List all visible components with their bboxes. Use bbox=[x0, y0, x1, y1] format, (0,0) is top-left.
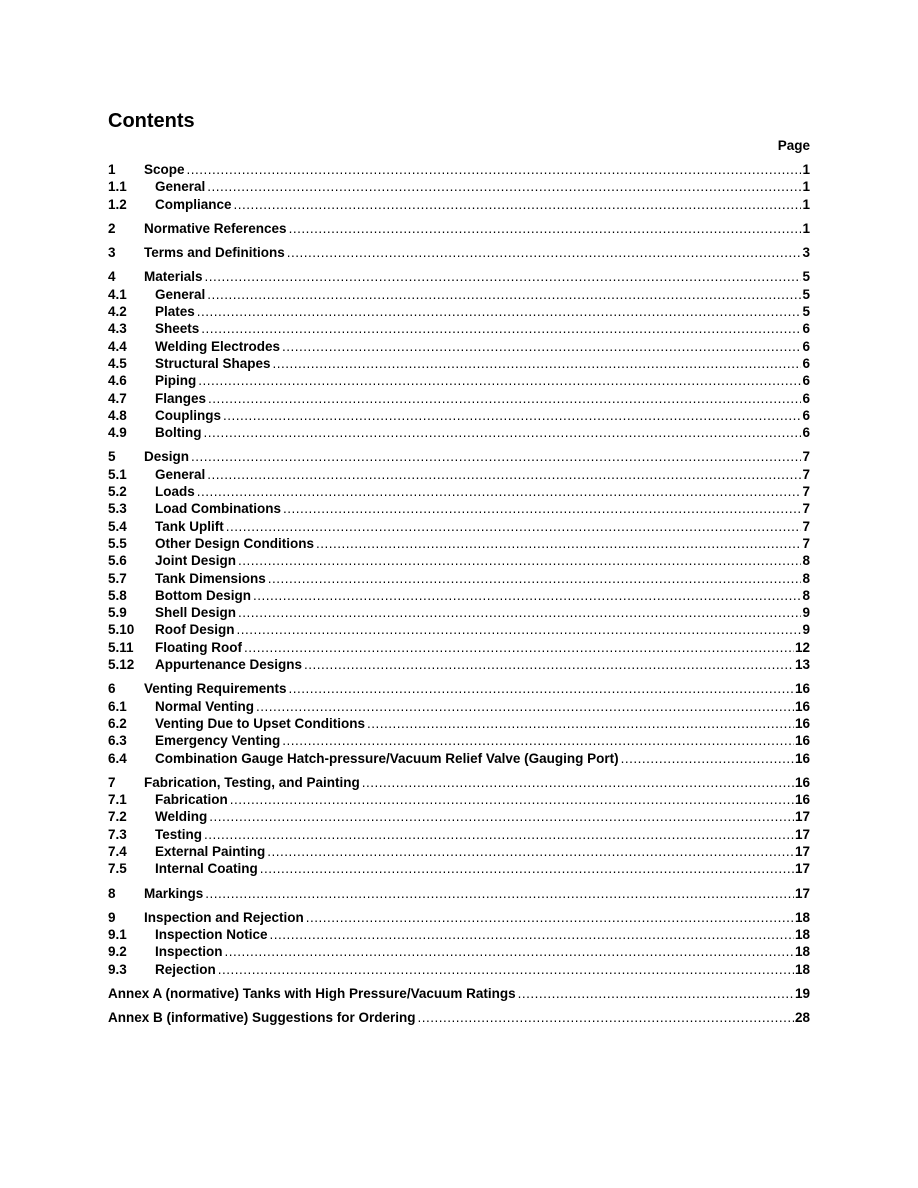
toc-entry-number: 5.2 bbox=[108, 484, 127, 500]
toc-entry-page: 1 bbox=[802, 162, 810, 177]
dot-leader bbox=[205, 268, 802, 285]
toc-entry-page: 18 bbox=[794, 909, 810, 925]
toc-entry-label: Scope bbox=[144, 162, 185, 177]
dot-leader bbox=[306, 909, 794, 926]
toc-entry-label: Appurtenance Designs bbox=[155, 657, 303, 673]
toc-entry-number: 5.5 bbox=[108, 535, 127, 551]
toc-entry[interactable] bbox=[108, 860, 810, 877]
toc-entry[interactable] bbox=[108, 448, 810, 465]
dot-leader bbox=[238, 552, 801, 569]
toc-entry-label: Venting Due to Upset Conditions bbox=[155, 715, 365, 731]
dot-leader bbox=[197, 483, 802, 500]
dot-leader bbox=[207, 466, 801, 483]
toc-entry[interactable] bbox=[108, 621, 810, 638]
dot-leader bbox=[205, 885, 794, 902]
toc-entry-label: General bbox=[155, 286, 206, 302]
toc-entry-number: 4.9 bbox=[108, 425, 127, 441]
toc-entry[interactable] bbox=[108, 604, 810, 621]
toc-entry[interactable] bbox=[108, 424, 810, 441]
toc-entry-page: 19 bbox=[794, 986, 810, 1002]
toc-entry[interactable] bbox=[108, 518, 810, 535]
toc-entry-label: Roof Design bbox=[155, 622, 235, 638]
toc-entry-label: Annex B (informative) Suggestions for Ordering bbox=[108, 1010, 416, 1026]
toc-entry-page: 6 bbox=[802, 373, 810, 389]
toc-entry-label: Inspection bbox=[155, 944, 223, 960]
toc-entry-label: Welding Electrodes bbox=[155, 338, 281, 354]
toc-entry-number: 5.8 bbox=[108, 587, 127, 603]
toc-entry-number: 5.9 bbox=[108, 605, 127, 621]
toc-entry-label: Terms and Definitions bbox=[144, 245, 285, 261]
toc-entry-number: 7 bbox=[108, 774, 116, 790]
toc-entry-label: Structural Shapes bbox=[155, 355, 271, 371]
toc-entry[interactable] bbox=[108, 926, 810, 943]
toc-entry[interactable] bbox=[108, 407, 810, 424]
toc-entry-page: 1 bbox=[802, 179, 810, 195]
toc-entry-number: 5.11 bbox=[108, 639, 134, 655]
toc-entry[interactable] bbox=[108, 286, 810, 303]
toc-entry-page: 13 bbox=[794, 657, 810, 673]
toc-entry-page: 7 bbox=[802, 449, 810, 465]
toc-entry[interactable] bbox=[108, 466, 810, 483]
dot-leader bbox=[253, 587, 801, 604]
dot-leader bbox=[207, 286, 801, 303]
dot-leader bbox=[230, 791, 794, 808]
toc-entry-page: 18 bbox=[794, 927, 810, 943]
dot-leader bbox=[267, 843, 794, 860]
toc-entry[interactable] bbox=[108, 1009, 810, 1026]
toc-entry-label: Inspection Notice bbox=[155, 927, 268, 943]
toc-entry[interactable] bbox=[108, 320, 810, 337]
toc-entry-label: Inspection and Rejection bbox=[144, 909, 304, 925]
toc-entry-label: Emergency Venting bbox=[155, 733, 281, 749]
toc-entry-number: 1.2 bbox=[108, 196, 127, 212]
page-column-header: Page bbox=[777, 138, 810, 153]
toc-entry[interactable] bbox=[108, 483, 810, 500]
toc-entry-number: 5 bbox=[108, 449, 116, 465]
toc-entry-label: Fabrication bbox=[155, 792, 228, 808]
toc-entry[interactable] bbox=[108, 244, 810, 261]
toc-entry-label: Markings bbox=[144, 885, 204, 901]
toc-entry-label: Fabrication, Testing, and Painting bbox=[144, 774, 360, 790]
toc-entry[interactable] bbox=[108, 791, 810, 808]
toc-entry-page: 17 bbox=[794, 861, 810, 877]
toc-entry-label: Load Combinations bbox=[155, 501, 281, 517]
toc-entry-page: 16 bbox=[794, 715, 810, 731]
toc-entry-label: Flanges bbox=[155, 390, 207, 406]
toc-entry-page: 6 bbox=[802, 321, 810, 337]
toc-entry-label: Tank Uplift bbox=[155, 518, 224, 534]
toc-entry[interactable] bbox=[108, 268, 810, 285]
toc-entry-page: 16 bbox=[794, 750, 810, 766]
toc-entry[interactable] bbox=[108, 885, 810, 902]
toc-entry-number: 9 bbox=[108, 909, 116, 925]
toc-entry[interactable] bbox=[108, 196, 810, 213]
toc-entry-number: 5.3 bbox=[108, 501, 127, 517]
toc-entry-label: Materials bbox=[144, 269, 203, 285]
toc-entry[interactable] bbox=[108, 732, 810, 749]
toc-entry-label: General bbox=[155, 179, 206, 195]
toc-entry-number: 6 bbox=[108, 681, 116, 697]
toc-entry[interactable] bbox=[108, 656, 810, 673]
dot-leader bbox=[209, 808, 794, 825]
toc-entry[interactable] bbox=[108, 500, 810, 517]
toc-entry-page: 7 bbox=[802, 484, 810, 500]
toc-entry-label: External Painting bbox=[155, 843, 266, 859]
toc-entry-page: 16 bbox=[794, 681, 810, 697]
toc-entry-page: 6 bbox=[802, 355, 810, 371]
toc-entry-page: 7 bbox=[802, 501, 810, 517]
toc-entry-number: 4.6 bbox=[108, 373, 127, 389]
toc-entry[interactable] bbox=[108, 943, 810, 960]
toc-entry-page: 6 bbox=[802, 407, 810, 423]
toc-entry-number: 1.1 bbox=[108, 179, 127, 195]
toc-entry-page: 28 bbox=[794, 1010, 810, 1026]
toc-entry-number: 4.7 bbox=[108, 390, 127, 406]
toc-entry-number: 7.4 bbox=[108, 843, 127, 859]
toc-entry-label: General bbox=[155, 466, 206, 482]
toc-entry-label: Normal Venting bbox=[155, 698, 255, 714]
toc-entry-label: Welding bbox=[155, 809, 208, 825]
toc-entry-number: 7.1 bbox=[108, 792, 127, 808]
toc-entry[interactable] bbox=[108, 639, 810, 656]
toc-entry[interactable] bbox=[108, 178, 810, 195]
toc-entry-number: 9.1 bbox=[108, 927, 127, 943]
toc-entry-label: Rejection bbox=[155, 961, 216, 977]
toc-entry-number: 8 bbox=[108, 885, 116, 901]
toc-entry[interactable] bbox=[108, 750, 810, 767]
toc-entry[interactable] bbox=[108, 774, 810, 791]
toc-entry-number: 1 bbox=[108, 162, 116, 177]
toc-entry-page: 6 bbox=[802, 338, 810, 354]
toc-entry-page: 1 bbox=[802, 220, 810, 236]
dot-leader bbox=[367, 715, 794, 732]
toc-entry-number: 7.3 bbox=[108, 826, 127, 842]
dot-leader bbox=[270, 926, 794, 943]
toc-entry-number: 7.2 bbox=[108, 809, 127, 825]
dot-leader bbox=[418, 1009, 794, 1026]
dot-leader bbox=[197, 303, 802, 320]
toc-entry-page: 8 bbox=[802, 587, 810, 603]
toc-entry-number: 4.3 bbox=[108, 321, 127, 337]
dot-leader bbox=[191, 448, 801, 465]
toc-entry[interactable] bbox=[108, 985, 810, 1002]
toc-entry-number: 4.2 bbox=[108, 304, 127, 320]
toc-entry-page: 8 bbox=[802, 570, 810, 586]
toc-entry[interactable] bbox=[108, 826, 810, 843]
dot-leader bbox=[198, 372, 801, 389]
toc-entry-page: 17 bbox=[794, 826, 810, 842]
toc-entry-page: 16 bbox=[794, 698, 810, 714]
toc-entry-number: 5.4 bbox=[108, 518, 127, 534]
toc-entry-page: 17 bbox=[794, 885, 810, 901]
toc-entry-number: 4.8 bbox=[108, 407, 127, 423]
toc-entry[interactable] bbox=[108, 220, 810, 237]
dot-leader bbox=[207, 178, 801, 195]
dot-leader bbox=[362, 774, 794, 791]
toc-entry[interactable] bbox=[108, 161, 810, 178]
toc-entry-number: 5.1 bbox=[108, 466, 127, 482]
dot-leader bbox=[201, 320, 801, 337]
dot-leader bbox=[218, 961, 794, 978]
toc-entry-page: 5 bbox=[802, 269, 810, 285]
toc-entry[interactable] bbox=[108, 808, 810, 825]
dot-leader bbox=[289, 220, 802, 237]
dot-leader bbox=[621, 750, 794, 767]
dot-leader bbox=[226, 518, 802, 535]
toc-entry-page: 6 bbox=[802, 425, 810, 441]
contents-page bbox=[108, 108, 810, 1027]
dot-leader bbox=[283, 500, 801, 517]
toc-entry-label: Testing bbox=[155, 826, 202, 842]
toc-entry-page: 7 bbox=[802, 535, 810, 551]
toc-entry-page: 7 bbox=[802, 518, 810, 534]
toc-entry-page: 16 bbox=[794, 733, 810, 749]
toc-entry-number: 6.3 bbox=[108, 733, 127, 749]
toc-entry-page: 6 bbox=[802, 390, 810, 406]
toc-entry[interactable] bbox=[108, 303, 810, 320]
dot-leader bbox=[282, 338, 801, 355]
toc-entry-number: 5.6 bbox=[108, 553, 127, 569]
toc-entry-number: 6.1 bbox=[108, 698, 127, 714]
toc-entry-label: Internal Coating bbox=[155, 861, 258, 877]
toc-entry-label: Piping bbox=[155, 373, 197, 389]
toc-entry-page: 17 bbox=[794, 843, 810, 859]
toc-entry-page: 5 bbox=[802, 286, 810, 302]
toc-entry-label: Bottom Design bbox=[155, 587, 251, 603]
toc-entry-label: Sheets bbox=[155, 321, 200, 337]
toc-entry-label: Annex A (normative) Tanks with High Pressure/Vacuum Ratings bbox=[108, 986, 516, 1002]
dot-leader bbox=[518, 985, 794, 1002]
toc-entry-number: 9.3 bbox=[108, 961, 127, 977]
toc-entry-number: 4.1 bbox=[108, 286, 127, 302]
toc-entry[interactable] bbox=[108, 552, 810, 569]
toc-entry-page: 16 bbox=[794, 774, 810, 790]
toc-entry-number: 4.4 bbox=[108, 338, 127, 354]
dot-leader bbox=[238, 604, 801, 621]
toc-entry-page: 12 bbox=[794, 639, 810, 655]
dot-leader bbox=[208, 390, 801, 407]
dot-leader bbox=[289, 680, 794, 697]
toc-entry-number: 3 bbox=[108, 245, 116, 261]
toc-entry-page: 1 bbox=[802, 196, 810, 212]
toc-entry-label: Plates bbox=[155, 304, 195, 320]
toc-entry-label: Design bbox=[144, 449, 190, 465]
toc-entry-page: 9 bbox=[802, 622, 810, 638]
toc-entry[interactable] bbox=[108, 909, 810, 926]
toc-entry[interactable] bbox=[108, 587, 810, 604]
toc-entry-label: Other Design Conditions bbox=[155, 535, 315, 551]
toc-entry-number: 2 bbox=[108, 220, 116, 236]
dot-leader bbox=[282, 732, 794, 749]
dot-leader bbox=[204, 826, 794, 843]
dot-leader bbox=[260, 860, 794, 877]
toc-entry-page: 16 bbox=[794, 792, 810, 808]
toc-entry[interactable] bbox=[108, 570, 810, 587]
page-title: Contents bbox=[108, 110, 195, 132]
toc-entry-number: 5.7 bbox=[108, 570, 127, 586]
dot-leader bbox=[273, 355, 802, 372]
dot-leader bbox=[316, 535, 801, 552]
toc-entry[interactable] bbox=[108, 843, 810, 860]
toc-entry[interactable] bbox=[108, 535, 810, 552]
toc-entry-number: 7.5 bbox=[108, 861, 127, 877]
toc-entry-page: 18 bbox=[794, 961, 810, 977]
toc-entry-label: Shell Design bbox=[155, 605, 237, 621]
dot-leader bbox=[234, 196, 802, 213]
toc-entry-label: Normative References bbox=[144, 220, 287, 236]
toc-entry-number: 5.12 bbox=[108, 657, 135, 673]
toc-entry-number: 4 bbox=[108, 269, 116, 285]
toc-entry[interactable] bbox=[108, 715, 810, 732]
dot-leader bbox=[268, 570, 802, 587]
toc-entry-label: Joint Design bbox=[155, 553, 237, 569]
toc-entry-label: Bolting bbox=[155, 425, 202, 441]
toc-entry-number: 4.5 bbox=[108, 355, 127, 371]
toc-entry[interactable] bbox=[108, 680, 810, 697]
toc-entry-number: 6.4 bbox=[108, 750, 127, 766]
toc-entry-number: 6.2 bbox=[108, 715, 127, 731]
toc-entry-page: 3 bbox=[802, 245, 810, 261]
dot-leader bbox=[244, 639, 794, 656]
toc-entry-page: 17 bbox=[794, 809, 810, 825]
toc-entry-page: 5 bbox=[802, 304, 810, 320]
toc-entry[interactable] bbox=[108, 355, 810, 372]
toc-entry-label: Venting Requirements bbox=[144, 681, 287, 697]
toc-entry[interactable] bbox=[108, 338, 810, 355]
toc-entry-label: Floating Roof bbox=[155, 639, 242, 655]
dot-leader bbox=[304, 656, 794, 673]
dot-leader bbox=[204, 424, 802, 441]
dot-leader bbox=[223, 407, 801, 424]
dot-leader bbox=[287, 244, 802, 261]
toc-entry-label: Combination Gauge Hatch-pressure/Vacuum Relief Valve (Gauging Port) bbox=[155, 750, 619, 766]
dot-leader bbox=[237, 621, 802, 638]
toc-entry-page: 18 bbox=[794, 944, 810, 960]
dot-leader bbox=[256, 698, 794, 715]
toc-entry-label: Couplings bbox=[155, 407, 221, 423]
toc-entry-number: 9.2 bbox=[108, 944, 127, 960]
toc-entry-label: Compliance bbox=[155, 196, 232, 212]
toc-entry[interactable] bbox=[108, 961, 810, 978]
toc-entry-page: 9 bbox=[802, 605, 810, 621]
toc-entry-label: Loads bbox=[155, 484, 195, 500]
dot-leader bbox=[187, 161, 802, 178]
toc-entry-label: Tank Dimensions bbox=[155, 570, 266, 586]
dot-leader bbox=[225, 943, 794, 960]
toc-entry[interactable] bbox=[108, 372, 810, 389]
toc-entry[interactable] bbox=[108, 390, 810, 407]
table-of-contents bbox=[108, 161, 810, 1027]
toc-entry-page: 7 bbox=[802, 466, 810, 482]
toc-entry-page: 8 bbox=[802, 553, 810, 569]
toc-entry-number: 5.10 bbox=[108, 622, 135, 638]
toc-entry[interactable] bbox=[108, 698, 810, 715]
